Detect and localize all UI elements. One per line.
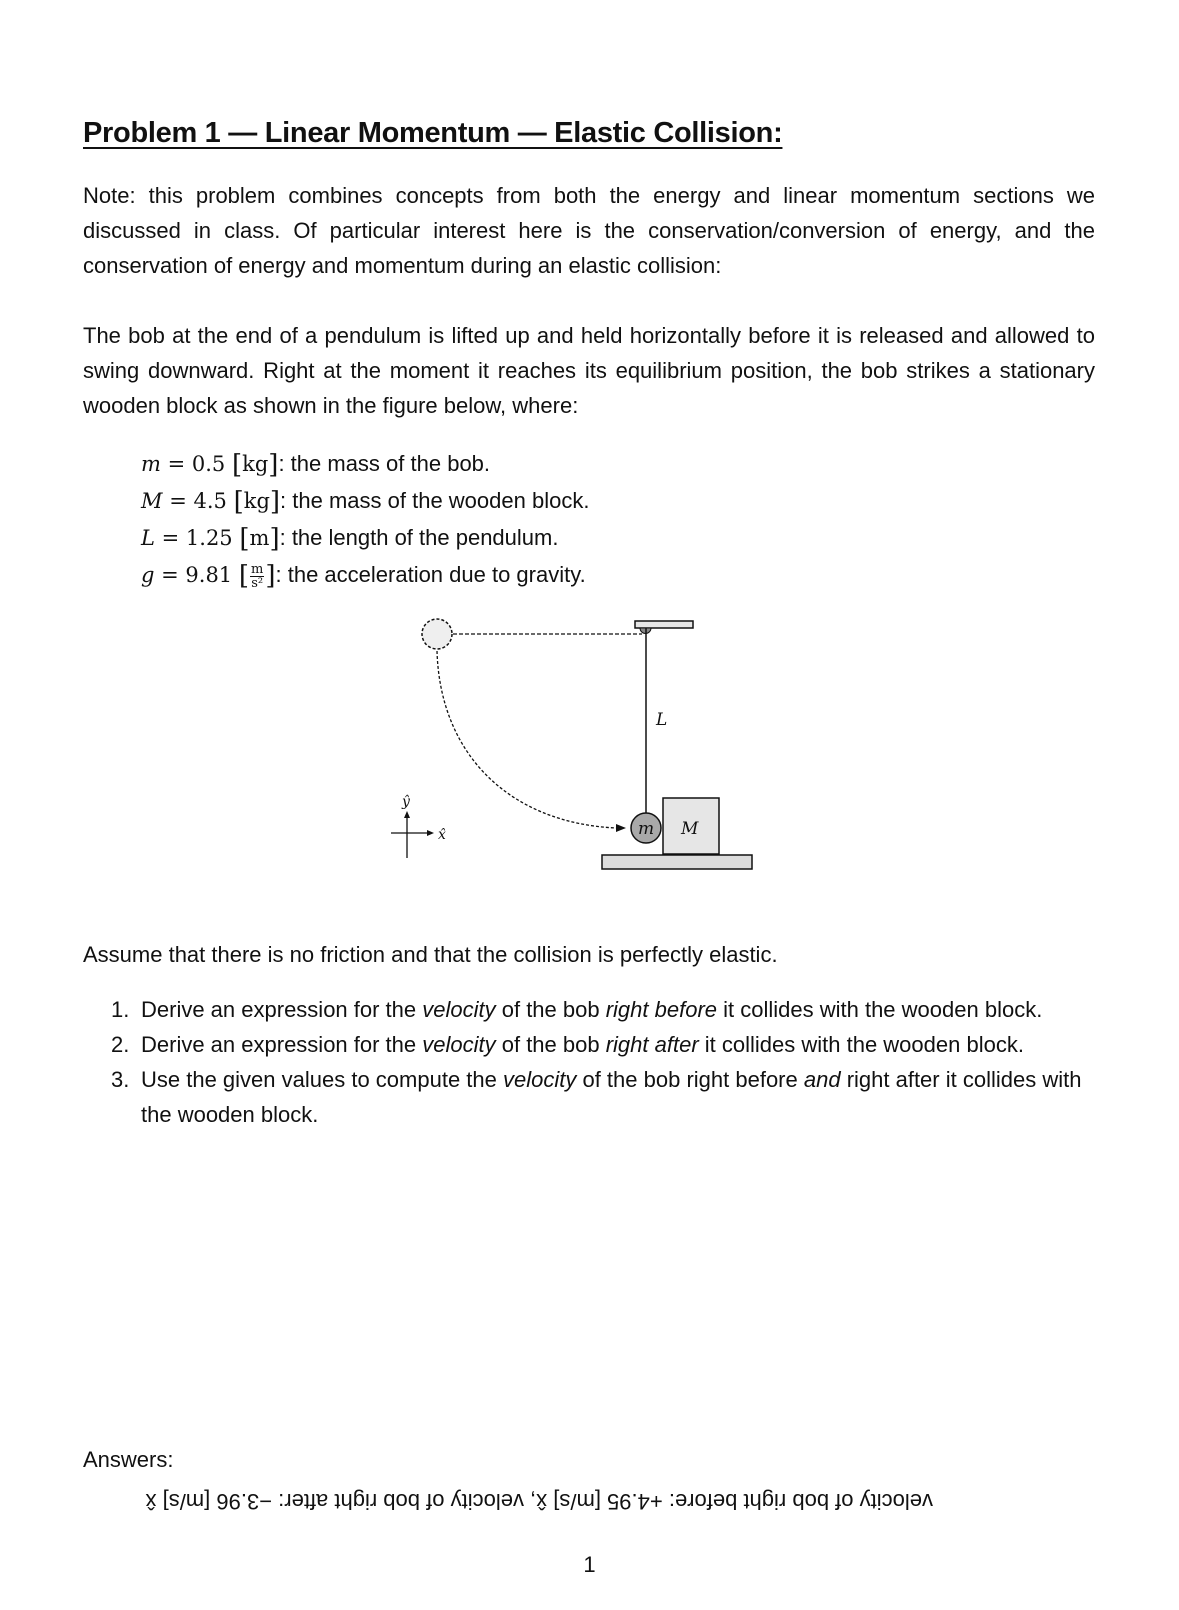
question-text-segment: of the bob — [495, 997, 606, 1022]
question-text-segment: of the bob right before — [576, 1067, 804, 1092]
question-number: 2. — [111, 1032, 130, 1057]
y-axis-arrowhead — [404, 811, 410, 818]
block-label: M — [681, 819, 699, 839]
question-text-segment: of the bob — [495, 1032, 606, 1057]
problem-setup: The bob at the end of a pendulum is lifted up and held horizontally before it is released and allowed to swing downward. Right at the moment it reaches its equilibrium position, the bob strikes a stationary wooden block as shown in the figure below, where: — [83, 323, 1095, 418]
definition-equation: g = 9.81 [ $\frac{m}{\text{s²}}$ ] — [141, 561, 276, 591]
unit-fraction: $\frac{m}{\text{s²}}$ — [251, 562, 264, 591]
definition-equation: M = 4.5 [kg] — [141, 487, 281, 517]
value: 0.5 — [191, 452, 226, 476]
question-text-segment: right after it collides with the wooden block. — [141, 1067, 1082, 1127]
value: 4.5 — [193, 489, 227, 513]
ceiling-mount — [635, 621, 693, 628]
question-text-segment: it collides with the wooden block. — [698, 1032, 1024, 1057]
value: 9.81 — [185, 563, 233, 587]
definition-equation: L = 1.25 [m] — [141, 524, 280, 554]
pendulum-collision-figure — [380, 615, 800, 915]
definition-description: : the mass of the bob. — [278, 451, 491, 476]
x-axis-label: x̂ — [438, 827, 446, 843]
definition-pendulum-length — [141, 520, 589, 557]
answers-upside-down-text: velocity of bob right before: +4.95 [m/s] x̂, velocity of bob right after: −3.96 [m/s] x̂ — [145, 1489, 933, 1514]
bob-label: m — [638, 819, 655, 839]
floor — [602, 855, 752, 869]
question-item — [105, 1027, 1095, 1062]
definition-description: : the length of the pendulum. — [279, 525, 559, 550]
given-values-list — [141, 446, 589, 594]
definition-bob-mass — [141, 446, 589, 483]
unit: kg — [242, 452, 269, 476]
y-axis-label: ŷ — [402, 794, 410, 810]
definition-description: : the mass of the wooden block. — [280, 488, 590, 513]
question-text-segment: velocity — [503, 1067, 577, 1092]
answers-label: Answers: — [83, 1447, 174, 1472]
length-label: L — [656, 710, 668, 730]
definition-equation: m = 0.5 [kg] — [141, 450, 279, 480]
question-text-segment: velocity — [422, 1032, 496, 1057]
question-number: 1. — [111, 997, 130, 1022]
question-text-segment: Derive an expression for the — [141, 1032, 423, 1057]
intro-note: Note: this problem combines concepts from both the energy and linear momentum sections we discussed in class. Of particular interest here is the conservation/conversion of energy, and the conservation of energy and momentum during an elastic collision: — [83, 183, 1095, 278]
swing-path-dashed-arc — [437, 651, 616, 828]
question-text-segment: right after — [605, 1032, 699, 1057]
unit: m — [249, 526, 270, 550]
definition-gravity — [141, 557, 589, 594]
symbol: M — [141, 489, 163, 513]
question-number: 3. — [111, 1067, 130, 1092]
question-item — [105, 1062, 1095, 1132]
question-text-segment: Derive an expression for the — [141, 997, 423, 1022]
assumption-text: Assume that there is no friction and that the collision is perfectly elastic. — [83, 942, 778, 967]
question-text-segment: right before — [605, 997, 718, 1022]
symbol: L — [141, 526, 155, 550]
value: 1.25 — [185, 526, 233, 550]
x-axis-arrowhead — [427, 830, 434, 836]
problem-title: Problem 1 — Linear Momentum — Elastic Collision: — [83, 117, 783, 149]
definition-description: : the acceleration due to gravity. — [275, 562, 586, 587]
question-text-segment: and — [803, 1067, 841, 1092]
initial-bob-position — [422, 619, 452, 649]
symbol: g — [141, 563, 155, 587]
questions-list — [105, 992, 1095, 1132]
question-text-segment: Use the given values to compute the — [141, 1067, 503, 1092]
definition-block-mass — [141, 483, 589, 520]
question-text-segment: velocity — [422, 997, 496, 1022]
symbol: m — [141, 452, 161, 476]
unit: kg — [243, 489, 270, 513]
question-item — [105, 992, 1095, 1027]
swing-direction-arrowhead — [616, 824, 626, 832]
page-number: 1 — [583, 1552, 596, 1577]
question-text-segment: it collides with the wooden block. — [717, 997, 1043, 1022]
